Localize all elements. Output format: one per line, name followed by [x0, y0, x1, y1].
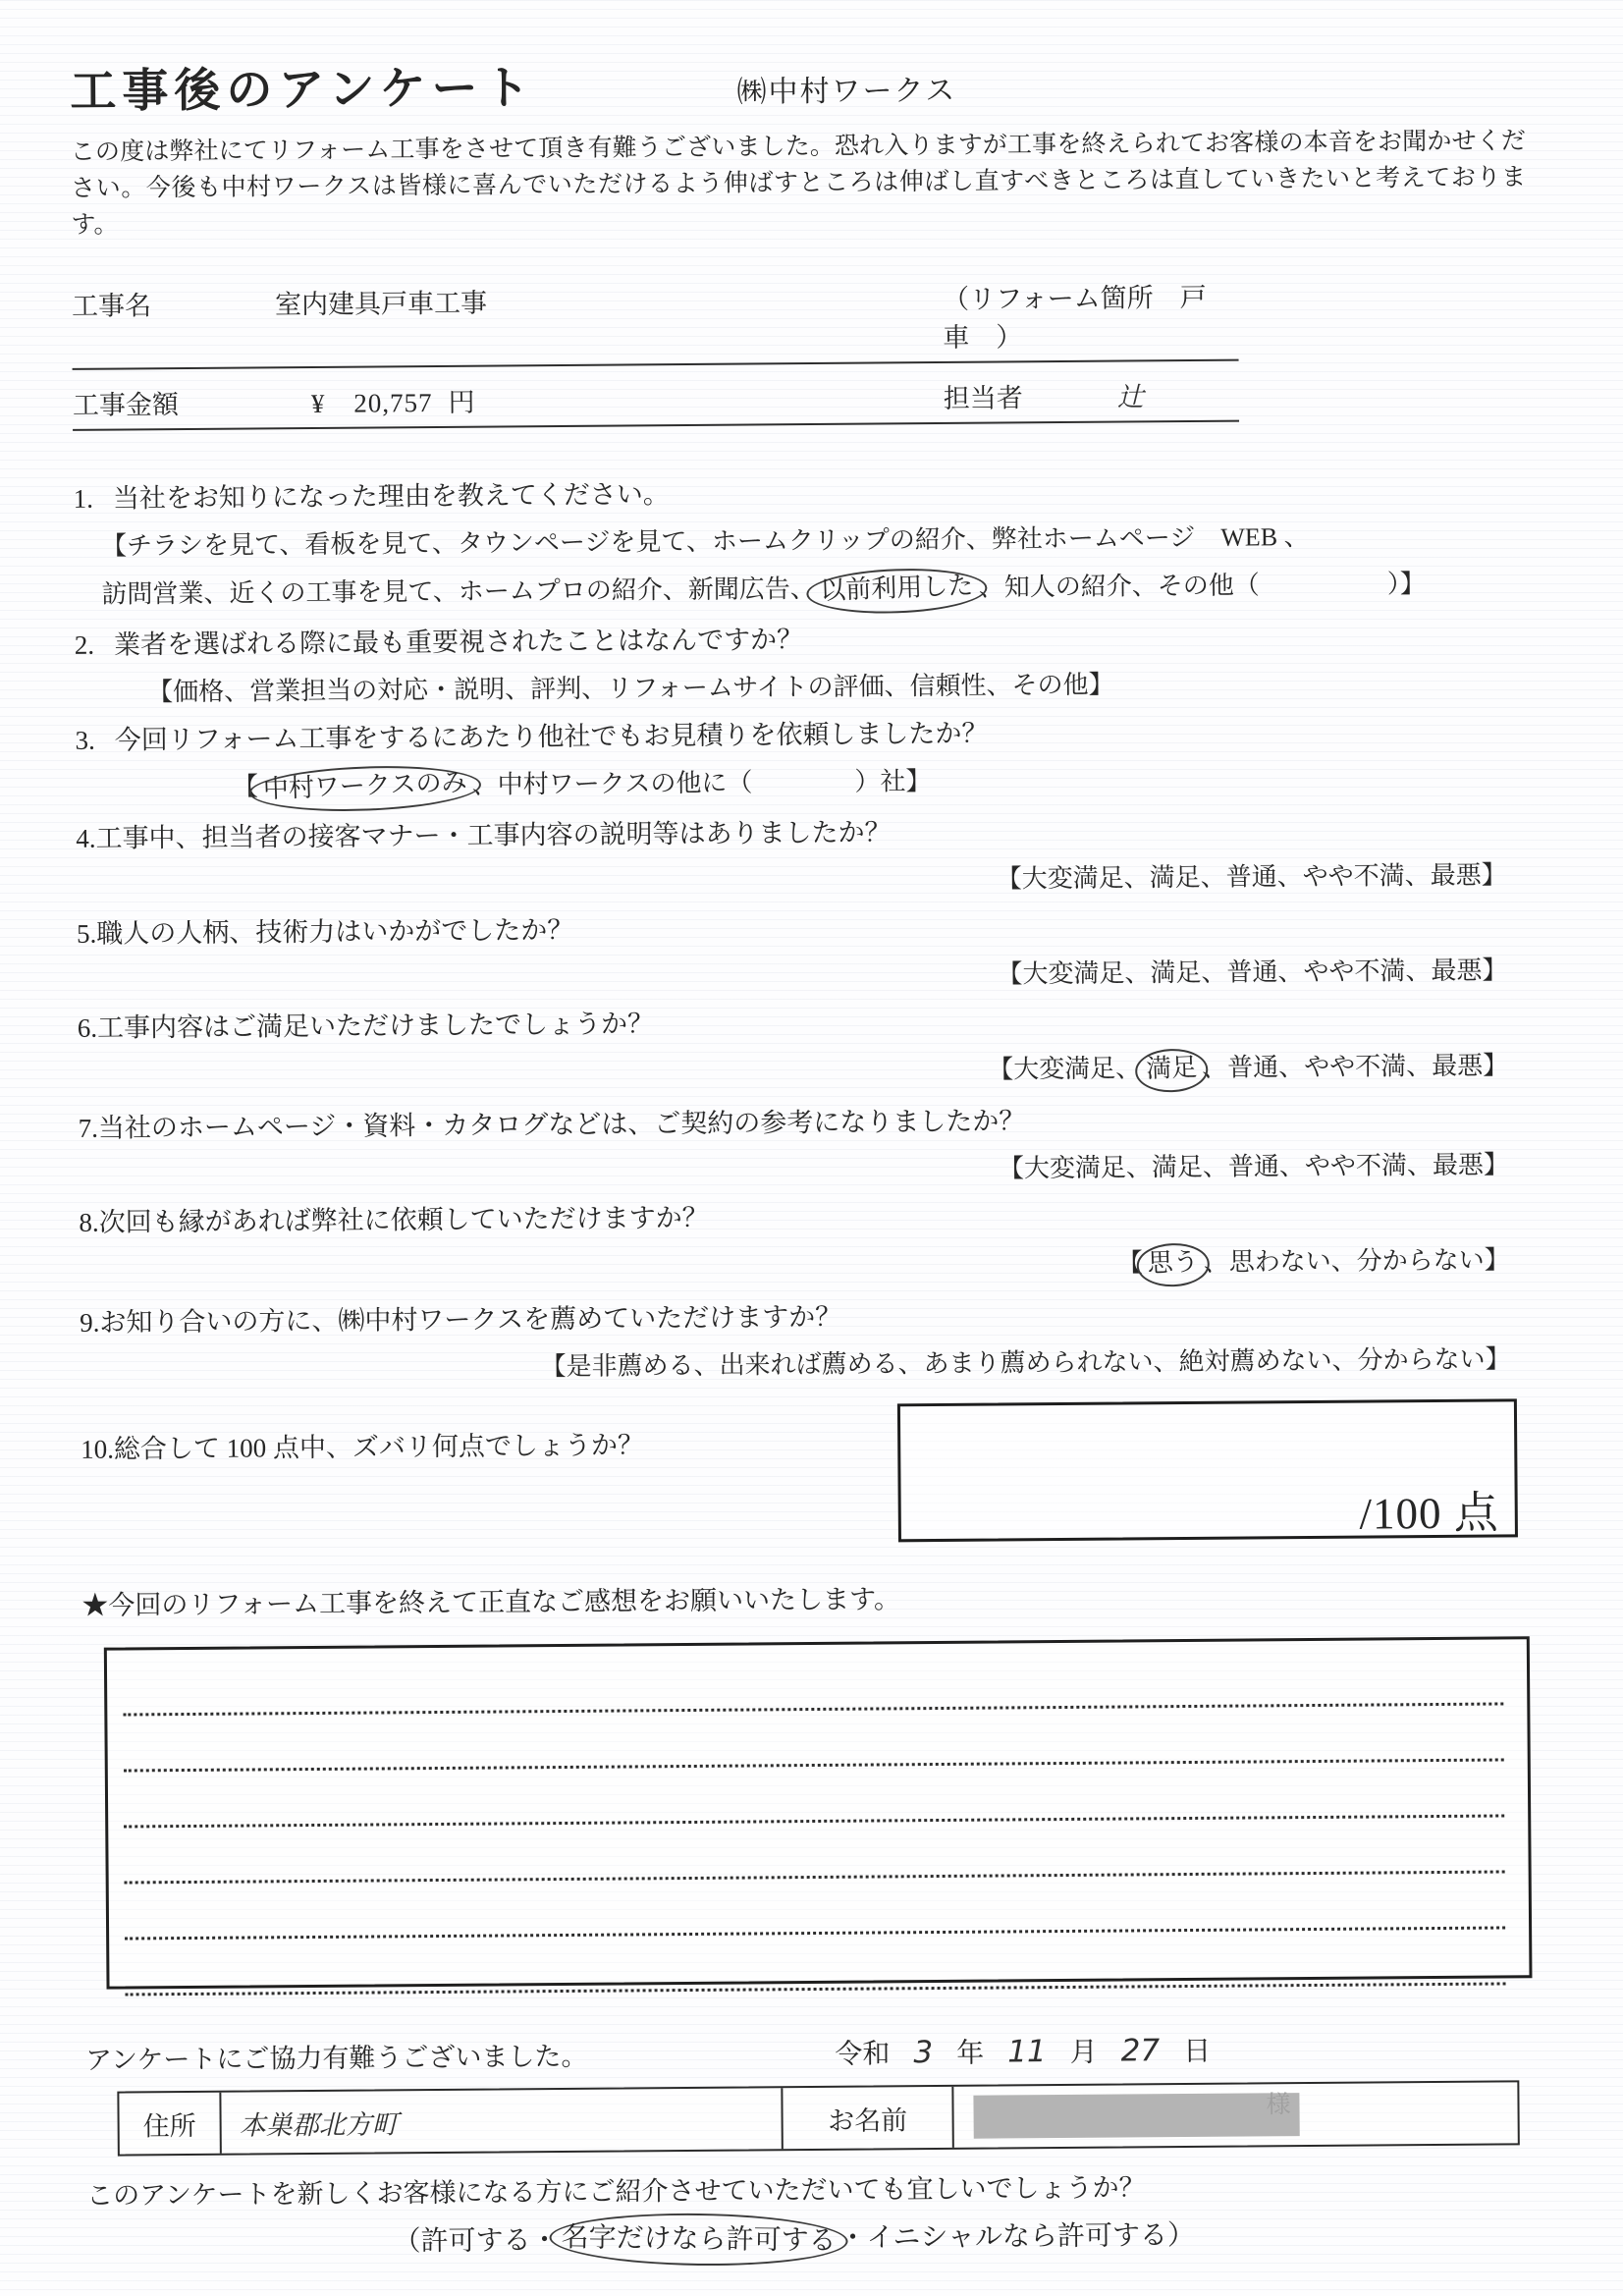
amount-group [276, 377, 944, 420]
question-5-options: 【大変満足、満足、普通、やや不満、最悪】 [997, 956, 1508, 989]
question-3 [75, 712, 1536, 808]
question-2-text [75, 617, 1535, 662]
permission-question: このアンケートを新しくお客様になる方にご紹介させていただいても宜しいでしょうか？ [86, 2172, 1146, 2211]
question-list [73, 470, 1541, 1549]
question-4-number: 4. [76, 823, 96, 853]
question-1-number: 1. [73, 483, 93, 514]
month-value-handwritten: 11 [1007, 2034, 1047, 2070]
address-value-cell [221, 2088, 783, 2153]
name-honorific: 様 [1266, 2092, 1291, 2119]
amount-value: 20,757 [353, 388, 433, 418]
circled-answer-q8: 思う [1136, 1242, 1211, 1287]
question-9-body: お知り合いの方に、㈱中村ワークスを薦めていただけますか？ [99, 1301, 842, 1338]
question-5 [77, 905, 1538, 998]
date-line [835, 2030, 1211, 2072]
staff-name-handwritten: 辻 [1116, 382, 1144, 413]
contact-table [117, 2081, 1519, 2157]
comment-dotted-line [125, 1930, 1505, 1996]
staff-group [944, 375, 1239, 415]
q1-options-post: 、知人の紹介、その他（ ）】 [978, 569, 1426, 602]
q8-options-pre: 【 [1116, 1248, 1143, 1278]
question-1-text [73, 470, 1533, 516]
day-value-handwritten: 27 [1120, 2033, 1161, 2069]
page-title: 工事後のアンケート [70, 63, 536, 118]
question-8-text [79, 1194, 1539, 1239]
question-6-body: 工事内容はご満足いただけましたでしょうか？ [96, 1009, 655, 1043]
year-value-handwritten: 3 [913, 2035, 934, 2071]
question-2-number: 2. [74, 629, 95, 660]
score-box [897, 1399, 1518, 1543]
q6-options-post: 、普通、やや不満、最悪】 [1202, 1051, 1509, 1082]
staff-label: 担当者 [943, 383, 1023, 413]
question-6-number: 6. [77, 1012, 98, 1043]
year-unit: 年 [956, 2038, 985, 2070]
comment-prompt [81, 1572, 1542, 1622]
question-3-options [76, 761, 1536, 808]
address-value-handwritten: 本巣郡北方町 [239, 2108, 399, 2142]
circled-answer-permission: 名字だけなら許可する [549, 2212, 848, 2268]
currency-symbol: ¥ [310, 388, 325, 418]
question-6 [78, 1000, 1539, 1097]
question-9-number: 9. [80, 1307, 100, 1338]
question-2-body: 業者を選ばれる際に最も重要視されたことはなんですか？ [113, 625, 804, 660]
circled-answer-q6: 満足 [1134, 1048, 1209, 1093]
question-3-body: 今回リフォーム工事をするにあたり他社でもお見積りを依頼しましたか？ [114, 718, 989, 755]
thanks-text: アンケートにご協力有難うございました。 [84, 2041, 588, 2075]
day-unit: 日 [1183, 2036, 1212, 2068]
star-icon: ★ [81, 1590, 109, 1620]
question-9-text [80, 1294, 1540, 1339]
era-label: 令和 [835, 2039, 891, 2070]
question-7-number: 7. [78, 1113, 99, 1143]
question-5-body: 職人の人柄、技術力はいかがでしたか？ [96, 914, 574, 949]
amount-label: 工事金額 [72, 390, 179, 420]
question-2 [75, 617, 1536, 709]
question-7-body: 当社のホームページ・資料・カタログなどは、ご契約の参考になりましたか？ [97, 1105, 1026, 1143]
question-8-number: 8. [79, 1207, 99, 1237]
question-4-body: 工事中、担当者の接客マナー・工事内容の説明等はありましたか？ [95, 817, 892, 853]
question-7-options: 【大変満足、満足、普通、やや不満、最悪】 [998, 1150, 1510, 1183]
question-9 [80, 1294, 1541, 1387]
question-6-text [78, 1000, 1538, 1045]
question-4 [76, 810, 1537, 902]
comment-prompt-text: 今回のリフォーム工事を終えて正直なご感想をお願いいたします。 [108, 1584, 901, 1620]
project-name-label: 工事名 [71, 291, 152, 321]
header [70, 43, 1530, 121]
month-unit: 月 [1069, 2037, 1098, 2069]
question-7-text [79, 1100, 1539, 1145]
q8-options-post: 、思わない、分からない】 [1203, 1245, 1510, 1277]
intro-paragraph: この度は弊社にてリフォーム工事をさせて頂き有難うございました。恐れ入りますが工事を終えられてお客様の本音をお聞かせください。今後も中村ワークスは皆様に喜んでいただけるよう伸ばすところは伸ばし直すべきところは直していきたいと考えております。 [70, 128, 1527, 239]
question-1 [73, 470, 1534, 615]
question-8-options [80, 1243, 1540, 1291]
project-amount-row [73, 375, 1239, 431]
q6-options-pre: 【大変満足、 [988, 1054, 1142, 1084]
circled-answer-q1: 以前利用した [806, 566, 988, 616]
q3-options-pre: 【 [232, 771, 259, 801]
comment-box [104, 1636, 1533, 1989]
name-redaction-box [973, 2093, 1299, 2139]
question-3-number: 3. [75, 725, 95, 755]
address-label-cell: 住所 [119, 2093, 221, 2155]
name-label-cell: お名前 [783, 2087, 953, 2149]
question-4-options: 【大変満足、満足、普通、やや不満、最悪】 [996, 860, 1507, 894]
name-value-cell [953, 2083, 1517, 2149]
score-denominator: /100 点 [1359, 1488, 1499, 1539]
question-10-number: 10. [81, 1434, 115, 1465]
q3-options-post: 、中村ワークスの他に（ ）社】 [471, 766, 932, 799]
project-name-row [72, 276, 1239, 370]
question-9-options: 【是非薦める、出来れば薦める、あまり薦められない、絶対薦めない、分からない】 [540, 1344, 1511, 1381]
question-4-text [76, 810, 1536, 855]
question-1-body: 当社をお知りになった理由を教えてください。 [112, 479, 670, 514]
question-10 [81, 1398, 1542, 1549]
question-10-body: 総合して 100 点中、ズバリ何点でしょうか？ [113, 1430, 645, 1464]
thanks-row [85, 2027, 1545, 2078]
reform-location-note: （リフォーム箇所 戸車 ） [942, 282, 1207, 353]
project-info-table [72, 276, 1239, 431]
question-10-text [81, 1403, 897, 1466]
question-3-text [75, 712, 1535, 757]
company-name: ㈱中村ワークス [736, 74, 957, 109]
question-8 [79, 1194, 1540, 1291]
q1-options-pre: 訪問営業、近くの工事を見て、ホームプロの紹介、新聞広告、 [101, 574, 816, 609]
question-7 [79, 1100, 1540, 1192]
question-5-number: 5. [76, 918, 97, 949]
permission-pre: （許可する・ [393, 2225, 559, 2258]
permission-post: ・イニシャルなら許可する） [839, 2220, 1196, 2254]
question-6-options [78, 1049, 1538, 1097]
circled-answer-q3: 中村ワークスのみ [248, 762, 481, 814]
permission-options [86, 2211, 1546, 2267]
amount-unit: 円 [448, 387, 475, 417]
question-1-options-line1: 【チラシを見て、看板を見て、タウンページを見て、ホームクリップの紹介、弊社ホームページ WEB 、 [100, 522, 1310, 561]
question-5-text [77, 905, 1537, 951]
project-name-value: 室内建具戸車工事 [274, 288, 488, 320]
question-1-options-line2 [74, 568, 1534, 615]
question-8-body: 次回も縁があれば弊社に依頼していただけますか？ [98, 1202, 709, 1237]
question-2-options: 【価格、営業担当の対応・説明、評判、リフォームサイトの評価、信頼性、その他】 [147, 670, 1114, 707]
